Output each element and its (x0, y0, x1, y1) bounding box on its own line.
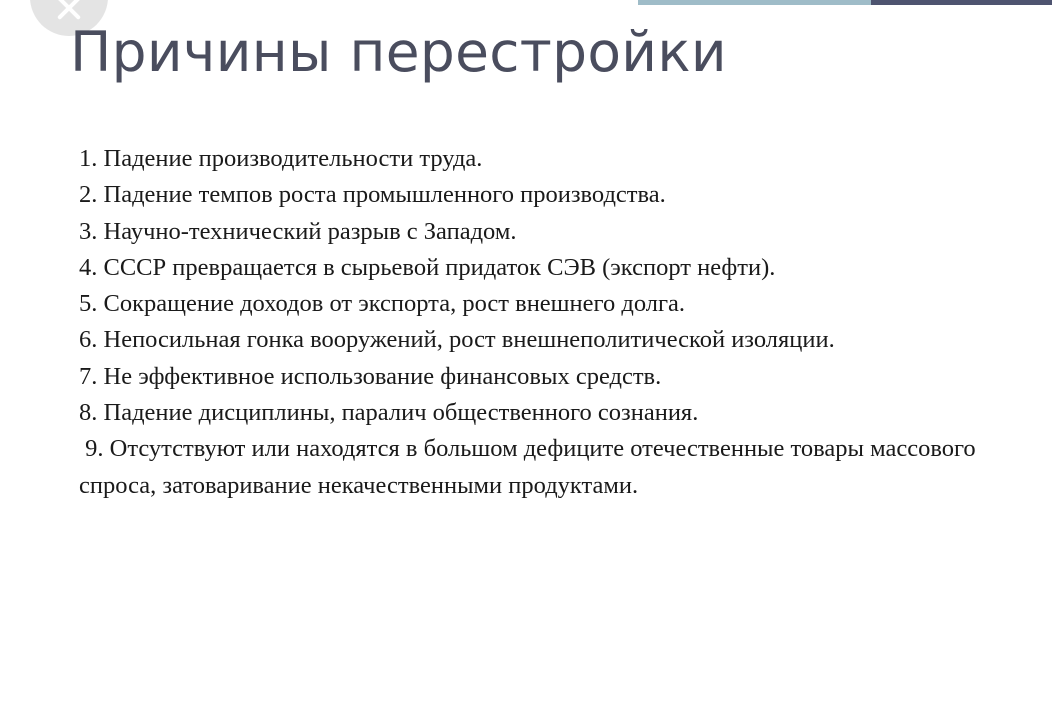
accent-bar-light-segment (638, 0, 871, 5)
cause-item: 4. СССР превращается в сырьевой придаток СЭВ (экспорт нефти). (79, 253, 776, 281)
accent-bar-dark-segment (871, 0, 1052, 5)
cause-item: 6. Непосильная гонка вооружений, рост внешнеполитической изоляции. (79, 326, 835, 354)
top-accent-bar (638, 0, 1052, 5)
cause-item: 5. Сокращение доходов от экспорта, рост внешнего долга. (79, 290, 686, 318)
cause-item: 2. Падение темпов роста промышленного производства. (79, 181, 666, 209)
slide-title: Причины перестройки (70, 20, 727, 84)
cause-item: 8. Падение дисциплины, паралич общественного сознания. (79, 399, 699, 427)
cause-item: 9. Отсутствуют или находятся в большом дефиците отечественные товары массового спроса, затоваривание некачественными продуктами. (79, 435, 982, 499)
cause-item: 3. Научно-технический разрыв с Западом. (79, 217, 517, 245)
cause-item: 7. Не эффективное использование финансовых средств. (79, 362, 662, 390)
cause-item: 1. Падение производительности труда. (79, 145, 483, 172)
causes-list (79, 141, 1019, 504)
